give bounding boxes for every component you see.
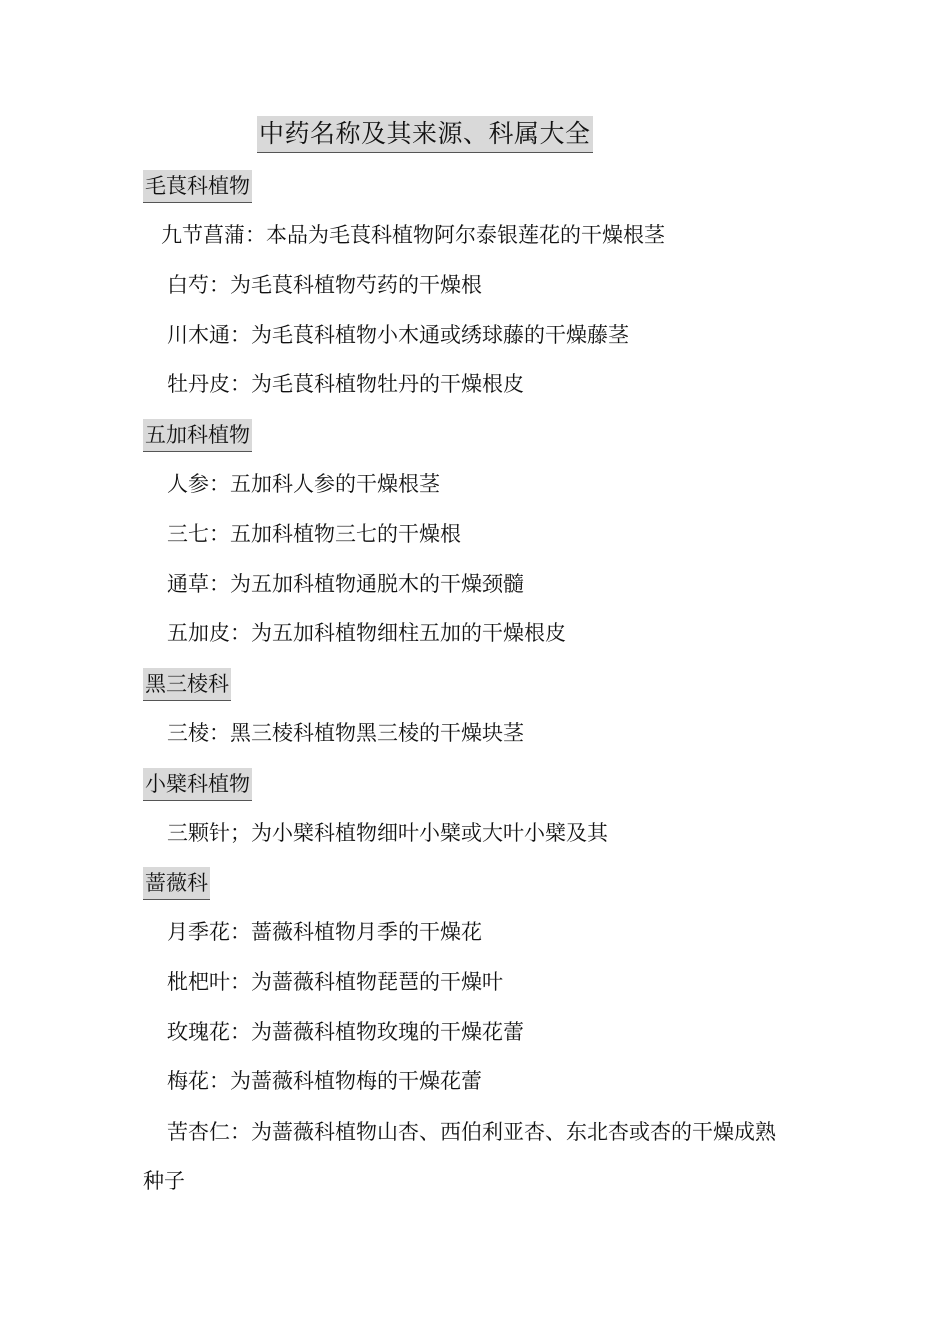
entry-line-continuation: 种子 [143, 1169, 185, 1193]
entry-line: 牡丹皮：为毛茛科植物牡丹的干燥根皮 [167, 372, 524, 396]
entry-line: 三颗针；为小檗科植物细叶小檗或大叶小檗及其 [167, 821, 608, 845]
section-heading-rosaceae: 蔷薇科 [143, 867, 210, 900]
entry-line: 月季花：蔷薇科植物月季的干燥花 [167, 920, 482, 944]
entry-line: 梅花：为蔷薇科植物梅的干燥花蕾 [167, 1069, 482, 1093]
entry-line: 白芍：为毛茛科植物芍药的干燥根 [167, 273, 482, 297]
entry-line: 三棱：黑三棱科植物黑三棱的干燥块茎 [167, 721, 524, 745]
entry-line: 通草：为五加科植物通脱木的干燥颈髓 [167, 572, 524, 596]
entry-line: 枇杷叶：为蔷薇科植物琵琶的干燥叶 [167, 970, 503, 994]
entry-line: 苦杏仁：为蔷薇科植物山杏、西伯利亚杏、东北杏或杏的干燥成熟 [167, 1120, 776, 1144]
entry-line: 九节菖蒲：本品为毛茛科植物阿尔泰银莲花的干燥根茎 [161, 223, 665, 247]
section-heading-araliaceae: 五加科植物 [143, 419, 252, 452]
entry-line: 川木通：为毛茛科植物小木通或绣球藤的干燥藤茎 [167, 323, 629, 347]
section-heading-sparganiaceae: 黑三棱科 [143, 668, 231, 701]
entry-line: 玫瑰花：为蔷薇科植物玫瑰的干燥花蕾 [167, 1020, 524, 1044]
entry-line: 三七：五加科植物三七的干燥根 [167, 522, 461, 546]
section-heading-berberidaceae: 小檗科植物 [143, 768, 252, 801]
entry-line: 五加皮：为五加科植物细柱五加的干燥根皮 [167, 621, 566, 645]
page-title: 中药名称及其来源、科属大全 [257, 116, 593, 153]
section-heading-ranunculaceae: 毛茛科植物 [143, 170, 252, 203]
entry-line: 人参：五加科人参的干燥根茎 [167, 472, 440, 496]
